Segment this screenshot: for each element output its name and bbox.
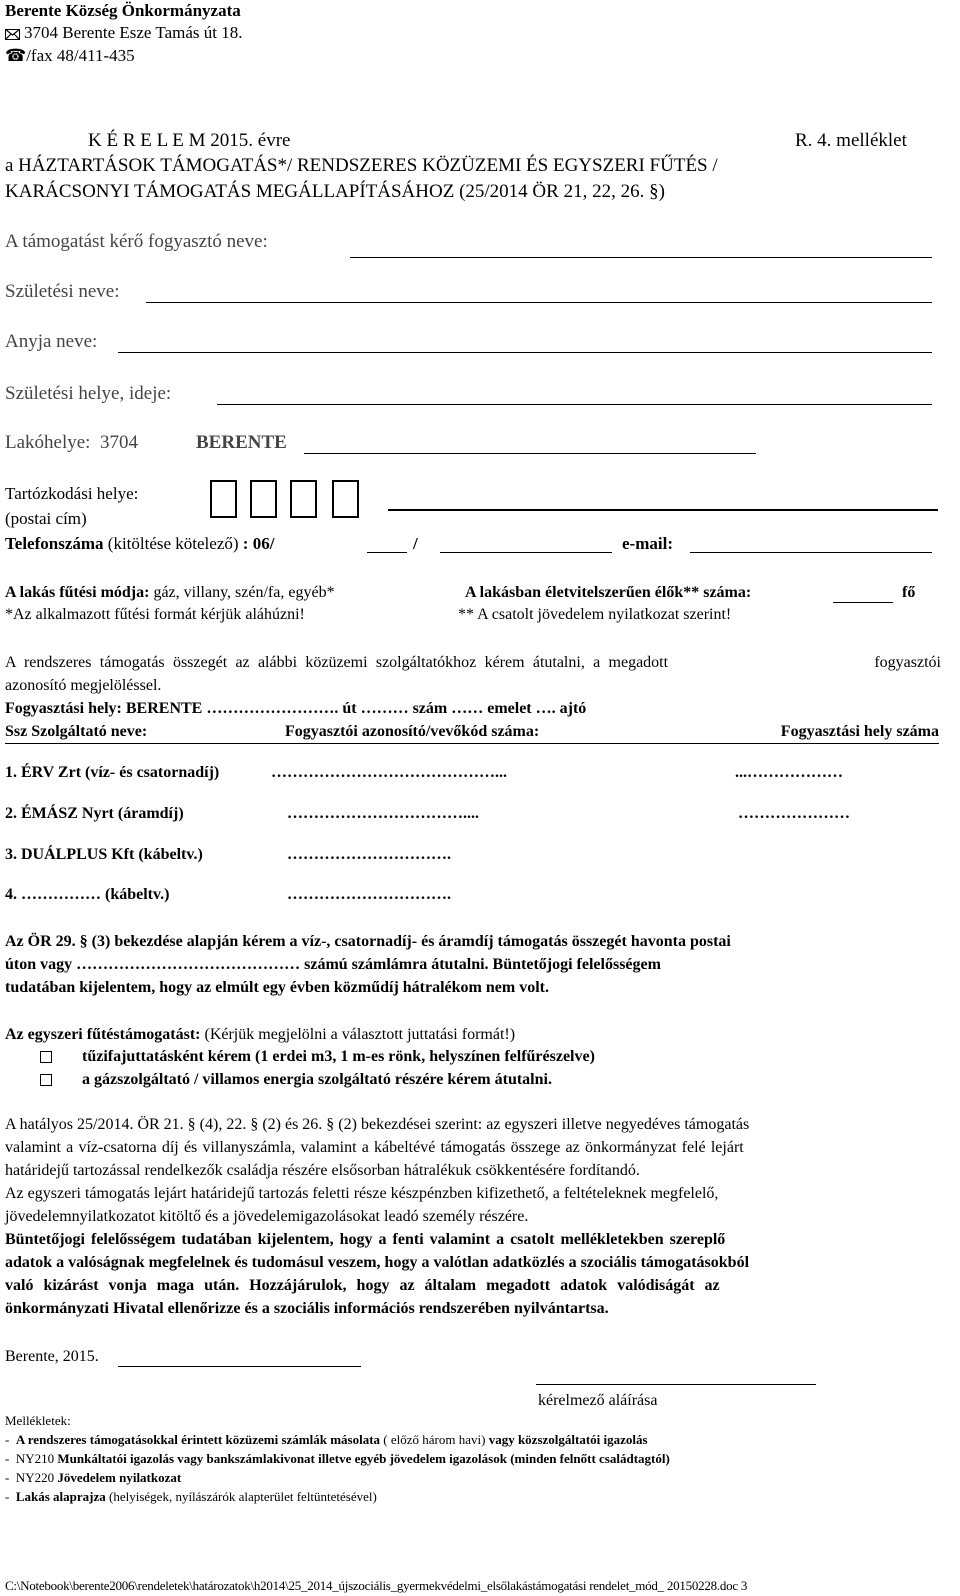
- legal-p3-l4: önkormányzati Hivatal ellenőrizze és a szociális információs rendszerében nyilvántartsa.: [5, 1300, 609, 1317]
- legal-p1-l1: A hatályos 25/2014. ÖR 21. § (4), 22. § (2) és 26. § (2) bekezdései szerint: az egyszeri illetve negyedéves támogatás: [5, 1116, 750, 1133]
- phone-label: Telefonszáma (kitöltése kötelező) : 06/: [5, 534, 275, 553]
- transfer-paragraph: A rendszeres támogatás összegét az alábbi közüzemi szolgáltatókhoz kérem átutalni, a megadott fogyasztói: [5, 654, 941, 671]
- provider-row-1: 1. ÉRV Zrt (víz- és csatornadíj): [5, 764, 220, 781]
- attachments-title: Mellékletek:: [5, 1413, 71, 1428]
- attachment-item-2: - NY210 Munkáltatói igazolás vagy bankszámlakivonat illetve egyéb jövedelem igazolások (minden felnőtt családtagtól): [5, 1451, 670, 1466]
- phone-area-field[interactable]: [367, 552, 407, 553]
- heating-note: *Az alkalmazott fűtési formát kérjük aláhúzni!: [5, 606, 305, 623]
- legal-p1-l3: határidejű tartozással rendelkezők családja részére elsősorban hátralékuk csökkentésére fordítandó.: [5, 1162, 640, 1179]
- checkbox-transfer[interactable]: [40, 1074, 52, 1086]
- date-field[interactable]: [118, 1366, 361, 1367]
- title-line1: K É R E L E M 2015. évre: [88, 130, 291, 151]
- legal-p3-l2: adatok a valóságnak megfelelnek és tudomásul veszem, hogy a valótlan adatközlés a szociális támogatásokból: [5, 1254, 750, 1271]
- phone-number-field[interactable]: [440, 552, 612, 553]
- residents-field[interactable]: [833, 602, 893, 603]
- provider-table-header: [5, 723, 939, 744]
- provider-row-3-code[interactable]: ………………………….: [287, 846, 451, 863]
- mother-name-field[interactable]: [118, 352, 932, 353]
- postal-label: (postai cím): [5, 509, 87, 528]
- legal-p2-l1: Az egyszeri támogatás lejárt határidejű tartozás feletti része készpénzben kifizethető, a feltételeknek megfelelő,: [5, 1185, 719, 1202]
- zip-box-3[interactable]: [290, 480, 317, 518]
- birth-place-field[interactable]: [217, 404, 932, 405]
- signature-line[interactable]: [536, 1384, 816, 1385]
- zip-box-4[interactable]: [332, 480, 359, 518]
- transfer-paragraph-end: azonosító megjelöléssel.: [5, 677, 162, 694]
- phone-slash: /: [413, 534, 418, 553]
- legal-p1-l2: valamint a víz-csatorna díj és villanyszámla, valamint a kábeltévé támogatás összege az önkormányzat felé lejárt: [5, 1139, 744, 1156]
- or29-line2: úton vagy …………………………………… számú számlámra átutalni. Büntetőjogi felelősségem: [5, 956, 661, 973]
- provider-row-2: 2. ÉMÁSZ Nyrt (áramdíj): [5, 805, 184, 822]
- envelope-icon: [5, 29, 20, 40]
- place-date-label: Berente, 2015.: [5, 1348, 99, 1365]
- address-line: 3704 Berente Esze Tamás út 18.: [5, 23, 243, 43]
- option-transfer[interactable]: a gázszolgáltató / villamos energia szolgáltató részére kérem átutalni.: [40, 1071, 552, 1089]
- provider-row-4: 4. …………… (kábeltv.): [5, 886, 170, 903]
- checkbox-firewood[interactable]: [40, 1051, 52, 1063]
- option-firewood[interactable]: tűzifajuttatásként kérem (1 erdei m3, 1 m-es rönk, helyszínen felfűrészelve): [40, 1048, 595, 1066]
- zip-box-1[interactable]: [210, 480, 237, 518]
- telephone-icon: ☎: [5, 46, 27, 65]
- or29-line3: tudatában kijelentem, hogy az elmúlt egy évben közműdíj hátralékom nem volt.: [5, 979, 549, 996]
- legal-p3-l1: Büntetőjogi felelősségem tudatában kijelentem, hogy a fenti valamint a csatolt mellékletekben szereplő: [5, 1231, 726, 1248]
- residence-zip: 3704: [99, 432, 138, 453]
- title-line2: a HÁZTARTÁSOK TÁMOGATÁS*/ RENDSZERES KÖZÜZEMI ÉS EGYSZERI FŰTÉS /: [5, 155, 718, 176]
- attachment-item-3: - NY220 Jövedelem nyilatkozat: [5, 1470, 182, 1485]
- email-label: e-mail:: [622, 534, 673, 553]
- provider-row-2-place[interactable]: …………………: [738, 805, 850, 822]
- residence-address-field[interactable]: [304, 453, 756, 454]
- or29-line1: Az ÖR 29. § (3) bekezdése alapján kérem a víz-, csatornadíj- és áramdíj támogatás összegét havonta postai: [5, 933, 731, 950]
- org-name: Berente Község Önkormányzata: [5, 1, 241, 20]
- provider-row-1-code[interactable]: ……………………………………...: [271, 764, 507, 781]
- footer-path: C:\Notebook\berente2006\rendeletek\határozatok\h2014\25_2014_újszociális_gyermekvédelmi_elsőlakástámogatási rendelet_mód_ 20150228.doc 3: [5, 1578, 748, 1593]
- mother-name-label: Anyja neve:: [5, 331, 98, 352]
- stay-label: Tartózkodási helye:: [5, 484, 139, 503]
- col-provider: Ssz Szolgáltató neve:: [5, 723, 148, 740]
- applicant-name-field[interactable]: [350, 257, 932, 258]
- legal-p3-l3: való kizárást vonja maga után. Hozzájárulok, hogy az általam megadott adatok valódiságát az: [5, 1277, 720, 1294]
- title-line3: KARÁCSONYI TÁMOGATÁS MEGÁLLAPÍTÁSÁHOZ (25/2014 ÖR 21, 22, 26. §): [5, 181, 665, 202]
- provider-row-2-code[interactable]: ……………………………....: [287, 805, 479, 822]
- consumption-place: Fogyasztási hely: BERENTE ……………………. út ……… szám …… emelet …. ajtó: [5, 700, 587, 717]
- attachment-item-1: - A rendszeres támogatásokkal érintett közüzemi számlák másolata ( előző három havi) vagy közszolgáltatói igazolás: [5, 1432, 648, 1447]
- legal-p2-l2: jövedelemnyilatkozatot kitöltő és a jövedelemigazolásokat leadó személy részére.: [5, 1208, 529, 1225]
- email-field[interactable]: [690, 552, 932, 553]
- col-place-number: Fogyasztási hely száma: [780, 723, 939, 740]
- zip-box-2[interactable]: [250, 480, 277, 518]
- birth-name-field[interactable]: [146, 302, 932, 303]
- residents-label: A lakásban életvitelszerűen élők** száma:: [465, 584, 752, 601]
- provider-row-4-code[interactable]: ………………………….: [287, 886, 451, 903]
- attachment-item-4: - Lakás alaprajza (helyiségek, nyílászárók alapterület feltüntetésével): [5, 1489, 377, 1504]
- residents-unit: fő: [902, 584, 916, 601]
- residents-note: ** A csatolt jövedelem nyilatkozat szerint!: [458, 606, 732, 623]
- provider-row-1-place[interactable]: ...………………: [735, 764, 843, 781]
- signature-label: kérelmező aláírása: [538, 1392, 658, 1409]
- annex-label: R. 4. melléklet: [795, 130, 907, 151]
- col-customer-id: Fogyasztói azonosító/vevőkód száma:: [285, 723, 540, 740]
- birth-place-label: Születési helye, ideje:: [5, 383, 172, 404]
- heating-mode: A lakás fűtési módja: gáz, villany, szén/fa, egyéb*: [5, 584, 335, 601]
- residence-label: Lakóhelye: 3704: [5, 432, 138, 453]
- provider-row-3: 3. DUÁLPLUS Kft (kábeltv.): [5, 846, 203, 863]
- stay-address-field[interactable]: [388, 509, 938, 511]
- phone-line: ☎/fax 48/411-435: [5, 46, 135, 65]
- one-time-label: Az egyszeri fűtéstámogatást: (Kérjük megjelölni a választott juttatási formát!): [5, 1026, 516, 1043]
- applicant-name-label: A támogatást kérő fogyasztó neve:: [5, 231, 268, 252]
- birth-name-label: Születési neve:: [5, 281, 120, 302]
- residence-city: BERENTE: [196, 432, 287, 453]
